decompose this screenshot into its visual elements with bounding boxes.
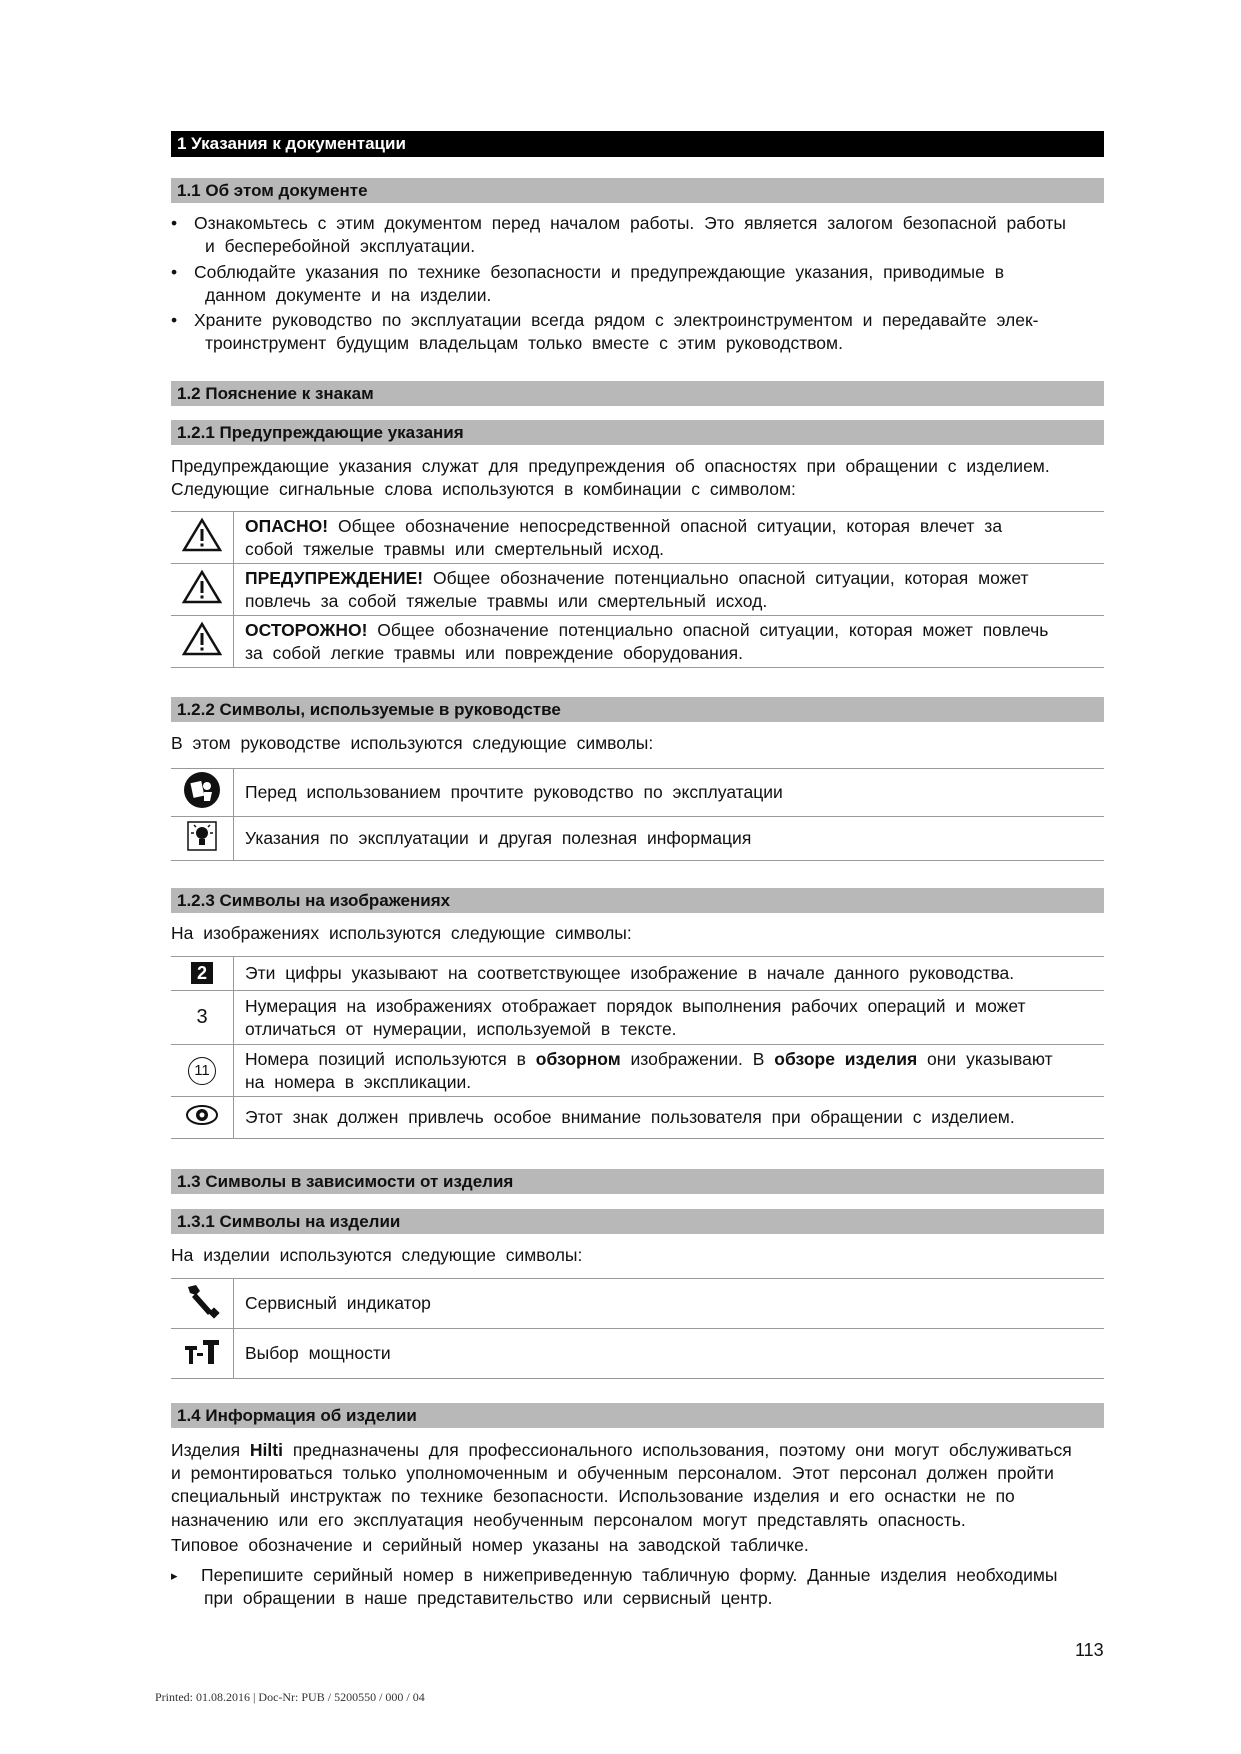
manual-symbols-intro: В этом руководстве используются следующие символы: [171,733,654,753]
step-number-icon: 3 [171,991,234,1045]
table-row [171,1279,1104,1329]
section-1-2-heading: 1.2 Пояснение к знакам [171,381,1104,406]
arrow-bullet-icon: ▸ [171,1568,178,1583]
symbol-description: Номера позиций используются в обзорном изображении. В обзоре изделия они указывают на номера в экспликации. [245,1048,1053,1092]
warning-text: повлечь за собой тяжелые травмы или смертельный исход. [245,590,768,611]
symbol-description: Перед использованием прочтите руководство по эксплуатации [245,782,783,802]
warning-text: за собой легкие травмы или повреждение оборудования. [245,642,743,663]
table-row [171,991,1104,1045]
signal-word-danger: ОПАСНО! [245,515,329,536]
section-1-3-heading: 1.3 Символы в зависимости от изделия [171,1169,1104,1194]
signal-word-warning: ПРЕДУПРЕЖДЕНИЕ! [245,567,424,588]
section-1-4-heading: 1.4 Информация об изделии [171,1403,1104,1428]
product-symbols-intro: На изделии используются следующие символы: [171,1245,583,1265]
signal-word-caution: ОСТОРОЖНО! [245,619,368,640]
bullet-text: Соблюдайте указания по технике безопасности и предупреждающие указания, приводимые в [194,262,1005,282]
warnings-table [171,511,1104,668]
figure-number-icon: 2 [171,957,234,991]
table-row [171,1045,1104,1097]
section-1-3-1-heading: 1.3.1 Символы на изделии [171,1209,1104,1234]
image-symbols-table [171,956,1104,1139]
symbol-description: Этот знак должен привлечь особое внимание пользователя при обращении с изделием. [245,1107,1015,1127]
section-1-2-1-heading: 1.2.1 Предупреждающие указания [171,420,1104,445]
bullet-text: Храните руководство по эксплуатации всегда рядом с электроинструментом и передавайте элек- [194,310,1039,330]
bullet-text: Ознакомьтесь с этим документом перед началом работы. Это является залогом безопасной работы [194,213,1066,233]
warning-triangle-icon [171,616,234,668]
list-item: • Ознакомьтесь с этим документом перед началом работы. Это является залогом безопасной работы и бесперебойной эксплуатации. [171,212,1211,258]
list-item: • Храните руководство по эксплуатации всегда рядом с электроинструментом и передавайте элек- троинструмент будущим владельцам только вместе с этим руководством. [171,309,1211,355]
info-bulb-icon [171,817,234,861]
bullet-text: троинструмент будущим владельцам только вместе с этим руководством. [205,333,843,353]
product-symbols-table [171,1278,1104,1379]
symbol-description: Нумерация на изображениях отображает порядок выполнения рабочих операций и может [245,995,1026,1016]
symbol-description: Эти цифры указывают на соответствующее изображение в начале данного руководства. [245,963,1015,983]
warning-triangle-icon [171,512,234,564]
symbol-description: Сервисный индикатор [245,1293,431,1313]
wrench-icon [171,1279,234,1329]
warning-triangle-icon [171,564,234,616]
image-symbols-intro: На изображениях используются следующие символы: [171,923,632,943]
warning-text: Общее обозначение потенциально опасной ситуации, которая может [423,567,1029,588]
position-number-icon: 11 [171,1045,234,1097]
table-row [171,817,1104,861]
bullet-text: и бесперебойной эксплуатации. [205,236,476,256]
section-1-1-heading: 1.1 Об этом документе [171,178,1104,203]
print-footer: Printed: 01.08.2016 | Doc-Nr: PUB / 5200550 / 000 / 04 [155,1690,425,1704]
page-number: 113 [1075,1640,1104,1660]
instruction-step: ▸ Перепишите серийный номер в нижеприведенную табличную форму. Данные изделия необходимы при обращении в наше представительство или сервисный центр. [171,1565,1058,1608]
table-row [171,1097,1104,1139]
section-1-heading: 1 Указания к документации [171,131,1104,157]
warnings-intro: Предупреждающие указания служат для предупреждения об опасностях при обращении с изделием. Следующие сигнальные слова используются в комбинации с символом: [171,456,1050,499]
section-1-2-2-heading: 1.2.2 Символы, используемые в руководстве [171,697,1104,722]
warning-text: Общее обозначение потенциально опасной ситуации, которая может повлечь [367,619,1049,640]
symbol-description: Указания по эксплуатации и другая полезная информация [245,828,752,848]
warning-text: Общее обозначение непосредственной опасной ситуации, которая влечет за [328,515,1003,536]
list-item: • Соблюдайте указания по технике безопасности и предупреждающие указания, приводимые в данном документе и на изделии. [171,261,1211,307]
power-select-icon [171,1329,234,1379]
table-row [171,616,1104,668]
table-row [171,957,1104,991]
table-row [171,1329,1104,1379]
table-row [171,512,1104,564]
read-manual-icon [171,769,234,817]
product-info-paragraph: Изделия Hilti предназначены для профессионального использования, поэтому они могут обслуживаться и ремонтироваться только уполномоченным и обученным персоналом. Этот персонал должен пройти специальный инструктаж по технике безопасности. Использование изделия и его оснастки не по назначению или его эксплуатация необученным персоналом могут представлять опасность. Типовое обозначение и серийный номер указаны на заводской табличке. [171,1440,1072,1555]
bullet-text: данном документе и на изделии. [205,285,492,305]
warning-text: собой тяжелые травмы или смертельный исход. [245,538,665,559]
table-row [171,769,1104,817]
brand-name: Hilti [249,1440,283,1460]
manual-symbols-table [171,768,1104,861]
eye-icon [171,1097,234,1139]
symbol-description: отличаться от нумерации, используемой в тексте. [245,1018,677,1039]
section-1-2-3-heading: 1.2.3 Символы на изображениях [171,888,1104,913]
symbol-description: Выбор мощности [245,1343,391,1363]
table-row [171,564,1104,616]
